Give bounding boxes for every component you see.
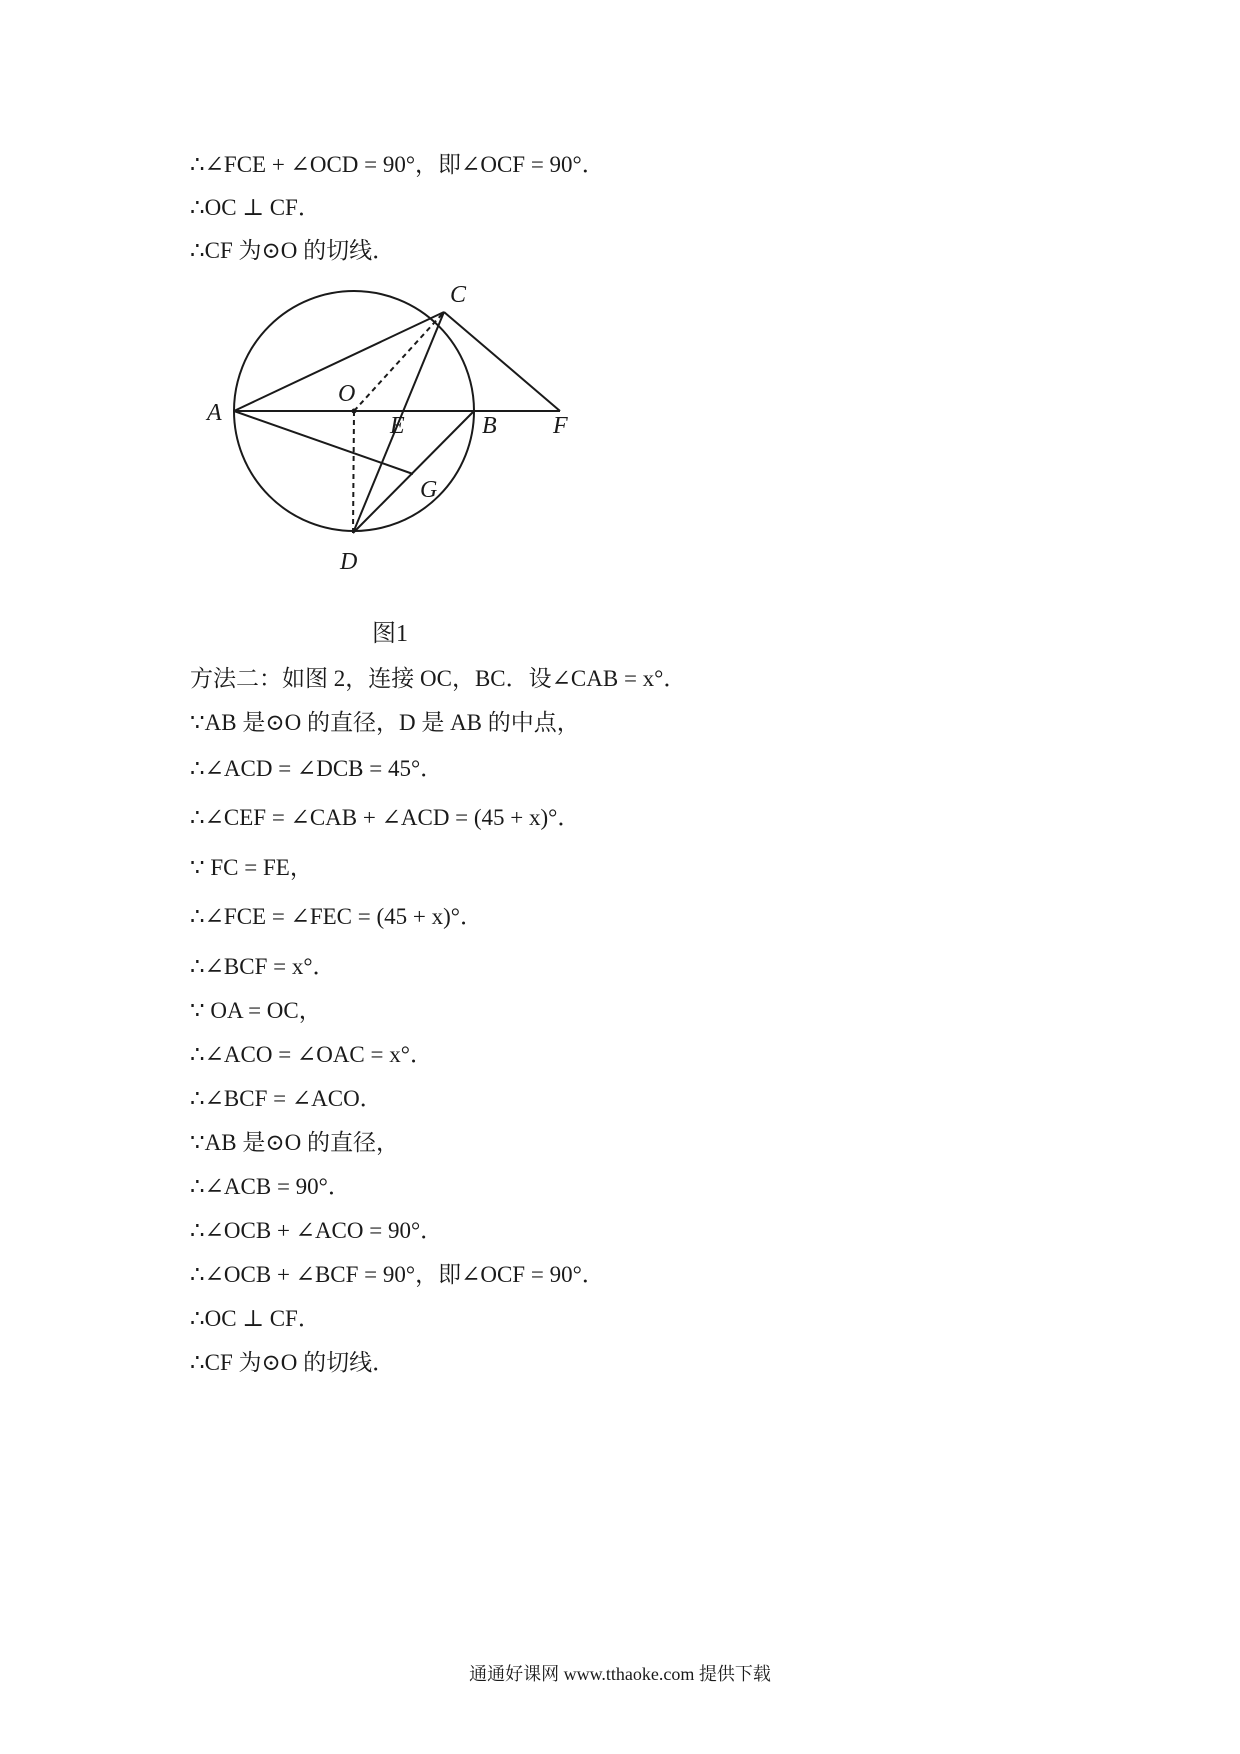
- proof-line-3: ∴CF 为⊙O 的切线．: [190, 238, 396, 263]
- proof2-line-3: ∴∠ACD = ∠DCB = 45°．: [190, 756, 444, 781]
- figure-caption: 图1: [372, 621, 408, 647]
- proof-line-1: ∴∠FCE + ∠OCD = 90°，即∠OCF = 90°．: [190, 152, 605, 177]
- proof2-line-5: ∵ FC = FE，: [190, 855, 313, 880]
- label-g: G: [420, 477, 438, 503]
- proof2-line-14: ∴∠OCB + ∠BCF = 90°，即∠OCF = 90°．: [190, 1262, 605, 1287]
- segment-oc-dashed: [354, 312, 444, 411]
- proof2-line-11: ∵AB 是⊙O 的直径，: [190, 1130, 399, 1155]
- proof2-line-1: 方法二：如图 2，连接 OC，BC．设∠CAB = x°．: [190, 666, 687, 691]
- geometry-figure-1: [207, 280, 620, 600]
- center-point-o: [352, 409, 357, 414]
- proof2-line-13: ∴∠OCB + ∠ACO = 90°．: [190, 1218, 444, 1243]
- label-f: F: [553, 413, 568, 439]
- proof2-line-10: ∴∠BCF = ∠ACO．: [190, 1086, 383, 1111]
- label-b: B: [482, 413, 497, 439]
- segment-od-dashed: [353, 411, 354, 533]
- proof2-line-16: ∴CF 为⊙O 的切线．: [190, 1350, 396, 1375]
- proof2-line-9: ∴∠ACO = ∠OAC = x°．: [190, 1042, 433, 1067]
- proof2-line-2: ∵AB 是⊙O 的直径，D 是 AB 的中点，: [190, 710, 580, 735]
- label-d: D: [340, 549, 358, 575]
- proof2-line-15: ∴OC ⊥ CF．: [190, 1306, 321, 1331]
- page-footer: 通通好课网 www.tthaoke.com 提供下载: [469, 1664, 771, 1684]
- label-o: O: [338, 381, 356, 407]
- proof2-line-7: ∴∠BCF = x°．: [190, 954, 336, 979]
- proof2-line-6: ∴∠FCE = ∠FEC = (45 + x)°．: [190, 904, 483, 929]
- label-e: E: [390, 413, 405, 439]
- proof-line-2: ∴OC ⊥ CF．: [190, 195, 321, 220]
- label-a: A: [207, 400, 222, 426]
- label-c: C: [450, 282, 467, 308]
- segment-cf: [444, 312, 560, 411]
- proof2-line-4: ∴∠CEF = ∠CAB + ∠ACD = (45 + x)°．: [190, 805, 581, 830]
- proof2-line-8: ∵ OA = OC，: [190, 998, 322, 1023]
- segment-ag: [234, 411, 413, 474]
- proof2-line-12: ∴∠ACB = 90°．: [190, 1174, 351, 1199]
